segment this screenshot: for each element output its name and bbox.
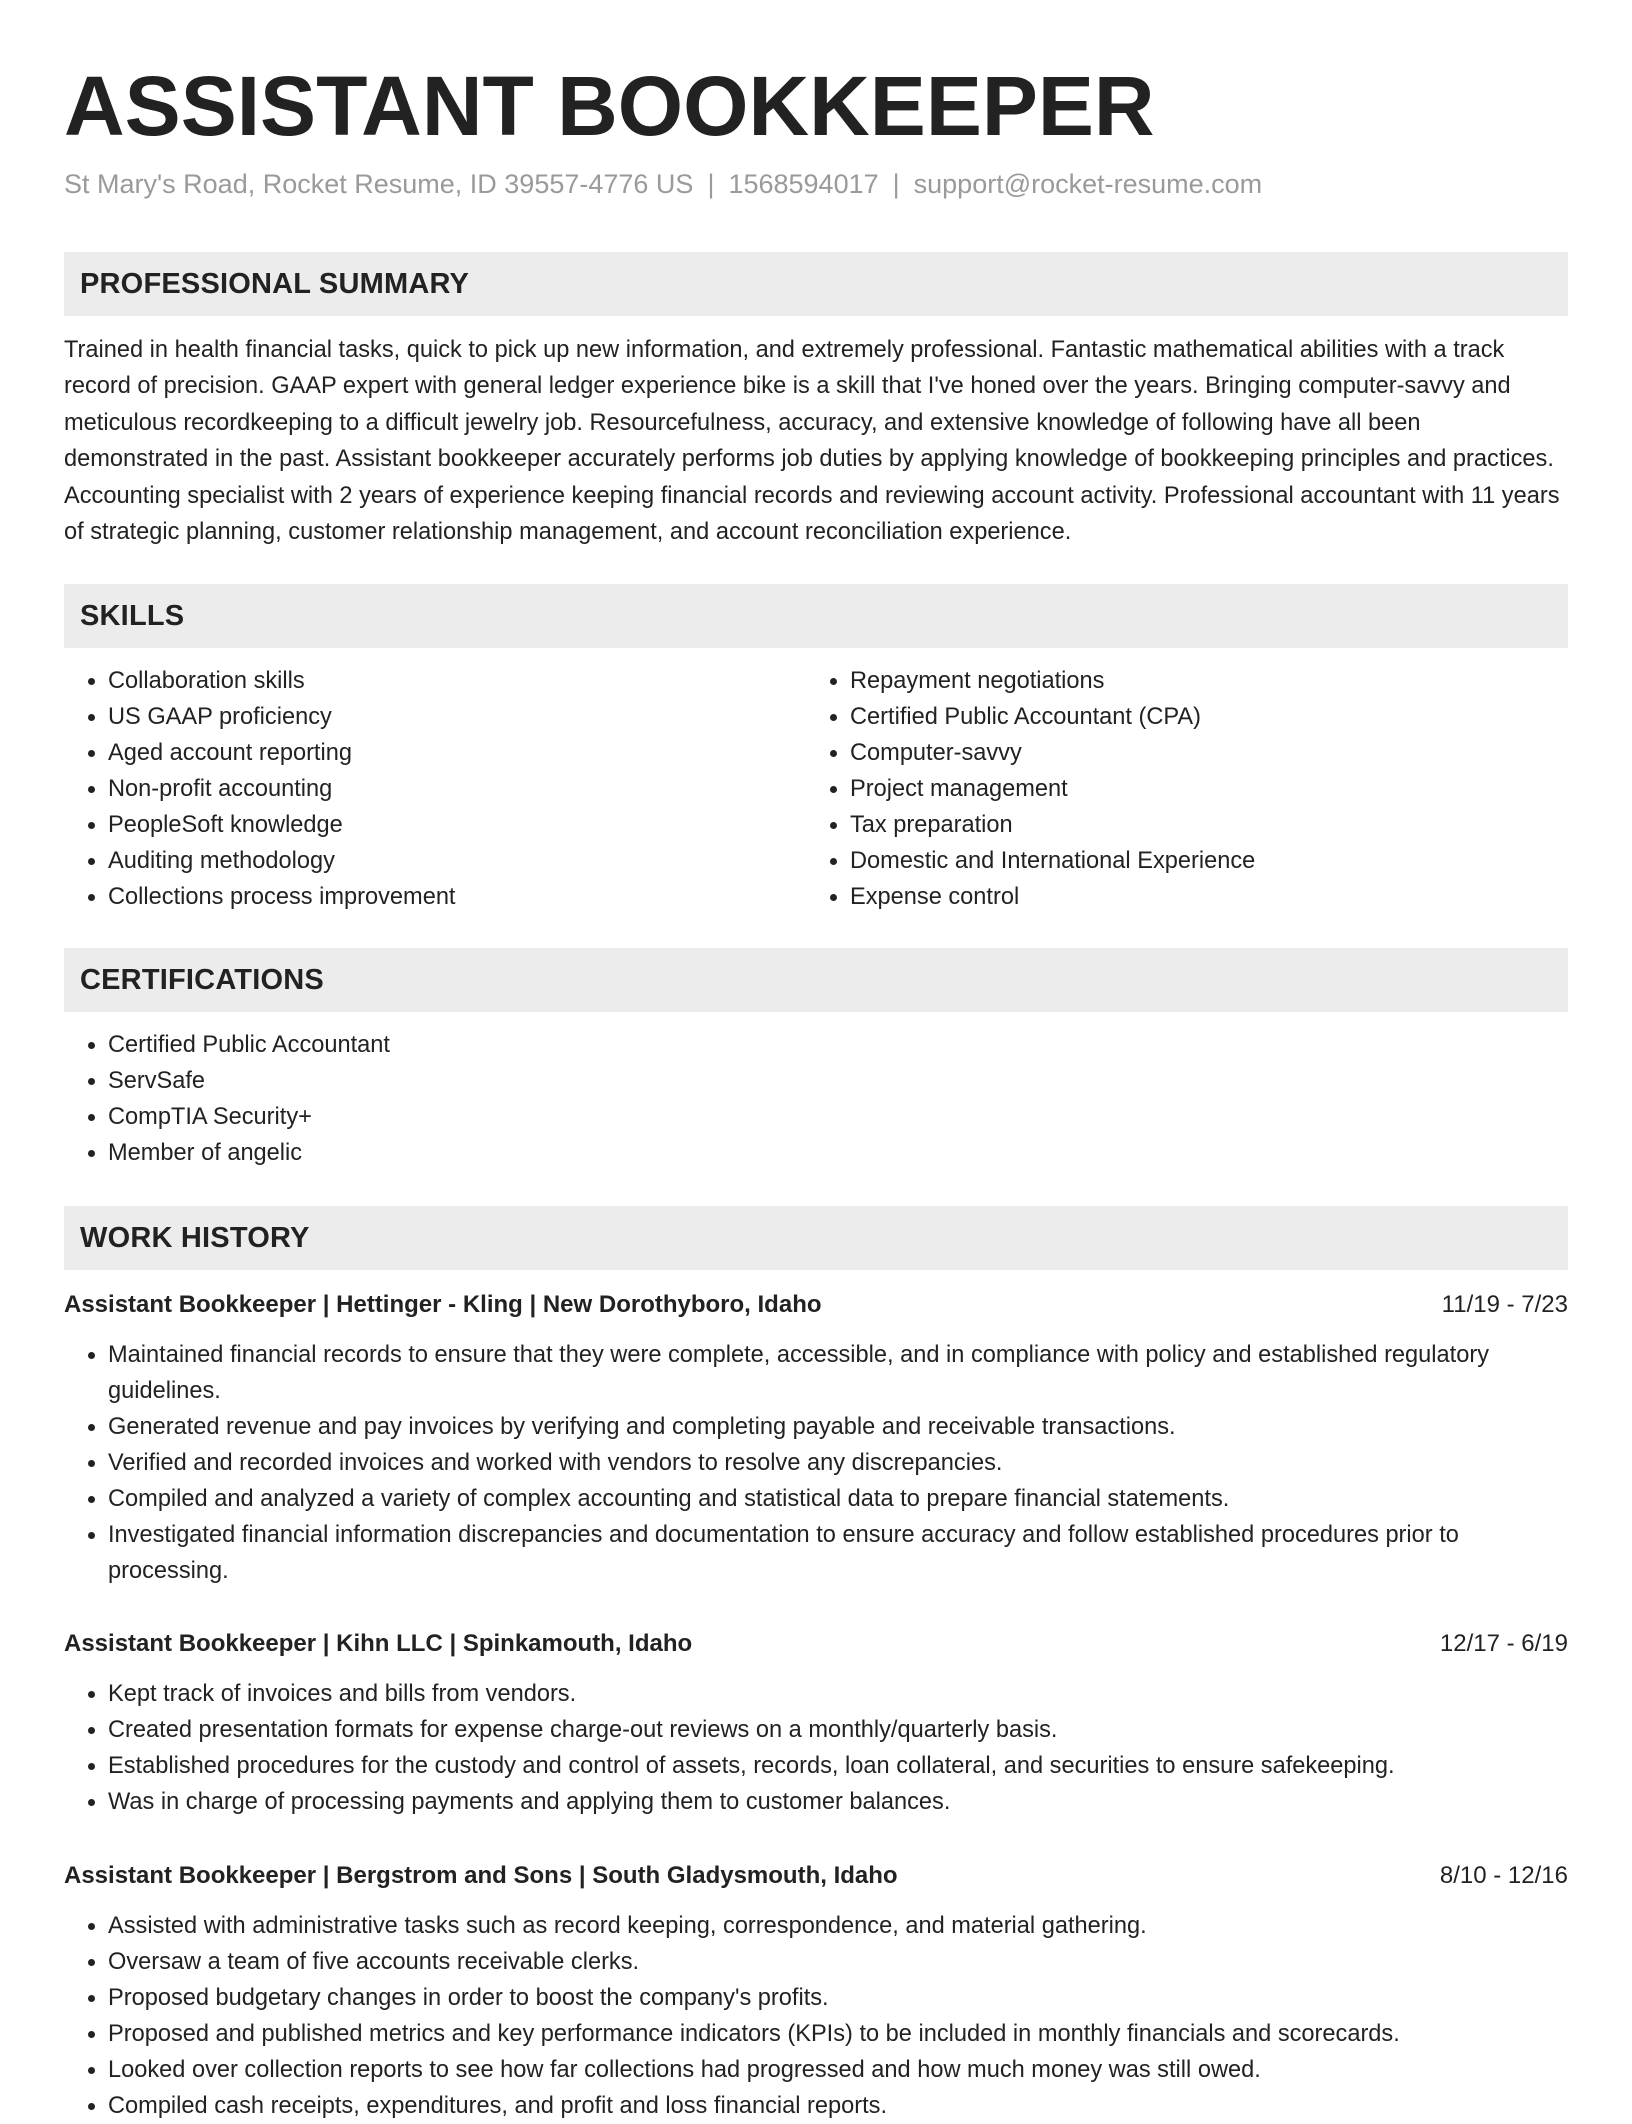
skill-item: • Tax preparation: [850, 807, 1548, 843]
job-duty: • Kept track of invoices and bills from vendors.: [108, 1676, 1568, 1712]
skill-item: • Certified Public Accountant (CPA): [850, 699, 1548, 735]
section-header-summary: [64, 252, 1568, 316]
job-title: Assistant Bookkeeper | Bergstrom and Sons | South Gladysmouth, Idaho: [64, 1862, 898, 1889]
job-dates: 8/10 - 12/16: [1439, 1862, 1568, 1889]
skill-item: • Repayment negotiations: [850, 663, 1548, 699]
section-title: CERTIFICATIONS: [80, 964, 324, 996]
skill-item: • PeopleSoft knowledge: [108, 807, 806, 843]
skills-grid: [64, 663, 1568, 915]
contact-separator: |: [892, 169, 900, 199]
contact-address: St Mary's Road, Rocket Resume, ID 39557-4776 US: [64, 169, 694, 199]
job-duty: • Proposed and published metrics and key performance indicators (KPIs) to be included in monthly financials and scorecards.: [108, 2016, 1568, 2052]
certification-item: • Member of angelic: [108, 1135, 1568, 1171]
certification-item: • Certified Public Accountant: [108, 1027, 1568, 1063]
skill-item: • Collaboration skills: [108, 663, 806, 699]
certifications-list: [64, 1027, 1568, 1171]
skills-column-left: [64, 663, 806, 915]
certification-item: • CompTIA Security+: [108, 1099, 1568, 1135]
skills-column-right: [806, 663, 1548, 915]
section-title: PROFESSIONAL SUMMARY: [80, 268, 470, 300]
certification-item: • ServSafe: [108, 1063, 1568, 1099]
job-duties-list: [64, 1676, 1568, 1820]
section-header-work-history: [64, 1206, 1568, 1270]
job-duty: • Compiled and analyzed a variety of complex accounting and statistical data to prepare financial statements.: [108, 1481, 1568, 1517]
section-title: WORK HISTORY: [80, 1222, 310, 1254]
skill-item: • Expense control: [850, 879, 1548, 915]
job-duty: • Compiled cash receipts, expenditures, and profit and loss financial reports.: [108, 2088, 1568, 2124]
section-title: SKILLS: [80, 600, 185, 632]
job-duty: • Was in charge of processing payments and applying them to customer balances.: [108, 1784, 1568, 1820]
contact-email: support@rocket-resume.com: [913, 169, 1263, 199]
skill-item: • Auditing methodology: [108, 843, 806, 879]
skill-item: • Collections process improvement: [108, 879, 806, 915]
contact-phone: 1568594017: [728, 169, 879, 199]
job-duties-list: [64, 1908, 1568, 2124]
job-duty: • Oversaw a team of five accounts receivable clerks.: [108, 1944, 1568, 1980]
job-entry: [64, 1856, 1568, 2124]
job-duty: • Generated revenue and pay invoices by verifying and completing payable and receivable transactions.: [108, 1409, 1568, 1445]
skill-item: • Aged account reporting: [108, 735, 806, 771]
candidate-name: ASSISTANT BOOKKEEPER: [64, 59, 1155, 153]
job-entry: [64, 1285, 1568, 1589]
skill-item: • Computer-savvy: [850, 735, 1548, 771]
job-header: [64, 1285, 1568, 1325]
job-duty: • Assisted with administrative tasks such as record keeping, correspondence, and material gathering.: [108, 1908, 1568, 1944]
job-header: [64, 1856, 1568, 1896]
job-duty: • Proposed budgetary changes in order to boost the company's profits.: [108, 1980, 1568, 2016]
job-dates: 12/17 - 6/19: [1439, 1630, 1568, 1657]
job-duty: • Verified and recorded invoices and worked with vendors to resolve any discrepancies.: [108, 1445, 1568, 1481]
contact-separator: |: [707, 169, 715, 199]
job-duty: • Looked over collection reports to see how far collections had progressed and how much money was still owed.: [108, 2052, 1568, 2088]
section-header-certifications: [64, 948, 1568, 1012]
contact-line: [64, 164, 1262, 204]
certifications-block: [64, 1027, 1568, 1171]
job-dates: 11/19 - 7/23: [1441, 1291, 1568, 1318]
skill-item: • Project management: [850, 771, 1548, 807]
skill-item: • Non-profit accounting: [108, 771, 806, 807]
job-header: [64, 1624, 1568, 1664]
job-duty: • Maintained financial records to ensure that they were complete, accessible, and in compliance with policy and established regulatory guidelines.: [108, 1337, 1568, 1409]
skills-list-left: [64, 663, 806, 915]
professional-summary-text: Trained in health financial tasks, quick to pick up new information, and extremely professional. Fantastic mathematical abilities with a track record of precision. GAAP expert with general ledger experience bike is a skill that I've honed over the years. Bringing computer-savvy and meticulous recordkeeping to a difficult jewelry job. Resourcefulness, accuracy, and extensive knowledge of following have all been demonstrated in the past. Assistant bookkeeper accurately performs job duties by applying knowledge of bookkeeping principles and practices. Accounting specialist with 2 years of experience keeping financial records and reviewing account activity. Professional accountant with 11 years of strategic planning, customer relationship management, and account reconciliation experience.: [64, 337, 1560, 546]
job-duty: • Established procedures for the custody and control of assets, records, loan collateral, and securities to ensure safekeeping.: [108, 1748, 1568, 1784]
job-duty: • Created presentation formats for expense charge-out reviews on a monthly/quarterly basis.: [108, 1712, 1568, 1748]
skill-item: • US GAAP proficiency: [108, 699, 806, 735]
job-title: Assistant Bookkeeper | Kihn LLC | Spinkamouth, Idaho: [64, 1630, 693, 1657]
skill-item: • Domestic and International Experience: [850, 843, 1548, 879]
job-duty: • Investigated financial information discrepancies and documentation to ensure accuracy and follow established procedures prior to processing.: [108, 1517, 1568, 1589]
job-duties-list: [64, 1337, 1568, 1589]
section-header-skills: [64, 584, 1568, 648]
skills-list-right: [806, 663, 1548, 915]
job-title: Assistant Bookkeeper | Hettinger - Kling | New Dorothyboro, Idaho: [64, 1291, 822, 1318]
job-entry: [64, 1624, 1568, 1820]
